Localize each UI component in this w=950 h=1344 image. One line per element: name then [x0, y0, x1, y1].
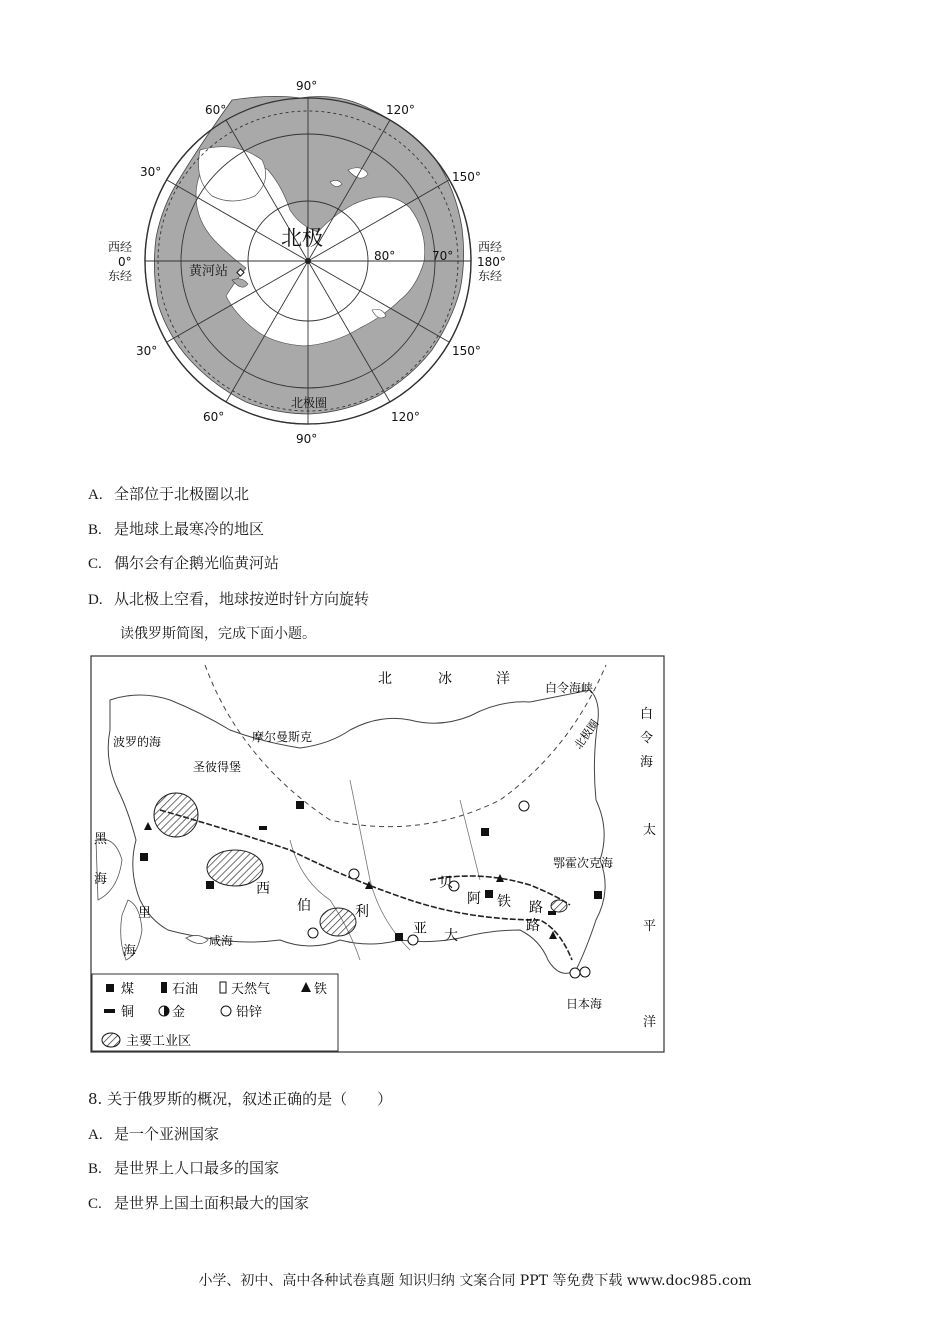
- pacific-char-3: 洋: [643, 1015, 657, 1030]
- option-text: 全部位于北极圈以北: [114, 485, 250, 503]
- legend-gold: 金: [172, 1005, 186, 1020]
- siberia-char-4: 亚: [413, 921, 427, 937]
- station-label: 黄河站: [189, 264, 229, 279]
- east-longitude-right: 东经: [478, 269, 503, 283]
- legend-gas: 天然气: [231, 982, 271, 997]
- option-text: 是世界上人口最多的国家: [114, 1159, 280, 1177]
- siberia-char-3: 利: [355, 904, 369, 920]
- railway-char-4: 路: [529, 900, 543, 916]
- lon-150-top: 150°: [452, 170, 481, 184]
- option-letter: C.: [88, 556, 102, 572]
- legend-lead-zinc: 铅锌: [236, 1005, 263, 1020]
- okhotsk-label: 鄂霍次克海: [553, 856, 614, 870]
- q7-option-c[interactable]: [88, 553, 279, 574]
- pacific-char-1: 太: [643, 823, 657, 838]
- aral-sea-label: 咸海: [209, 934, 234, 948]
- q7-option-a[interactable]: [88, 484, 249, 505]
- q8-stem: 8. 关于俄罗斯的概况，叙述正确的是（ ）: [88, 1090, 393, 1108]
- bering-sea-char-2: 令: [640, 731, 654, 746]
- option-letter: D.: [88, 592, 103, 608]
- caspian-char-1: 里: [138, 906, 152, 921]
- map-legend: [92, 974, 338, 1051]
- lat-70-label: 70°: [432, 249, 454, 263]
- bering-sea-char-3: 海: [640, 755, 654, 770]
- lon-150-bottom: 150°: [452, 344, 481, 358]
- option-letter: C.: [88, 1196, 102, 1212]
- black-sea-char-1: 黑: [94, 832, 108, 847]
- lon-90-top: 90°: [296, 79, 318, 93]
- siberia-char-1: 西: [256, 881, 270, 897]
- lon-30-bottom: 30°: [136, 344, 158, 358]
- bering-strait-label: 白令海峡: [545, 681, 594, 695]
- q8-option-b[interactable]: [88, 1158, 279, 1179]
- west-longitude-right: 西经: [478, 240, 503, 254]
- russia-map: [90, 655, 666, 1053]
- siberia-char-2: 伯: [297, 898, 311, 914]
- legend-coal: 煤: [121, 982, 135, 997]
- bering-sea-char-1: 白: [640, 707, 654, 722]
- lon-90-bottom: 90°: [296, 432, 318, 446]
- west-longitude-left: 西经: [108, 240, 133, 254]
- legend-oil: 石油: [172, 982, 199, 997]
- option-letter: B.: [88, 522, 102, 538]
- lat-80-label: 80°: [374, 249, 396, 263]
- north-pole-label: 北极: [281, 226, 323, 250]
- east-longitude-left: 东经: [108, 269, 133, 283]
- q7-option-b[interactable]: [88, 519, 264, 540]
- lon-30-top: 30°: [140, 165, 162, 179]
- railway-char-3: 铁: [497, 894, 511, 910]
- legend-industrial: 主要工业区: [126, 1034, 192, 1049]
- q7-option-d[interactable]: [88, 589, 369, 610]
- lon-60-bottom: 60°: [203, 410, 225, 424]
- arctic-circle-label: 北极圈: [571, 717, 602, 752]
- zero-longitude: 0°: [118, 255, 132, 269]
- murmansk-label: 摩尔曼斯克: [252, 730, 313, 744]
- option-text: 是世界上国土面积最大的国家: [114, 1194, 310, 1212]
- option-letter: A.: [88, 1127, 103, 1143]
- lon-120-bottom: 120°: [391, 410, 420, 424]
- railway-char-1: 贝: [439, 875, 453, 891]
- option-letter: B.: [88, 1161, 102, 1177]
- q8-option-a[interactable]: [88, 1124, 219, 1145]
- option-text: 是一个亚洲国家: [114, 1125, 220, 1143]
- option-text: 偶尔会有企鹅光临黄河站: [114, 554, 280, 572]
- railway-extra-1: 大: [444, 928, 458, 944]
- railway-char-2: 阿: [467, 891, 481, 907]
- lon-60-top: 60°: [205, 103, 227, 117]
- caspian-char-2: 海: [123, 944, 137, 959]
- legend-copper: 铜: [121, 1005, 135, 1020]
- ocean-char-1: 北: [378, 671, 392, 687]
- lon-120-top: 120°: [386, 103, 415, 117]
- st-petersburg-label: 圣彼得堡: [193, 760, 242, 774]
- pacific-char-2: 平: [643, 919, 657, 934]
- legend-iron: 铁: [314, 982, 328, 997]
- arctic-polar-map: [100, 70, 520, 450]
- japan-sea-label: 日本海: [566, 997, 603, 1011]
- railway-extra-2: 路: [526, 918, 540, 934]
- option-text: 从北极上空看，地球按逆时针方向旋转: [114, 590, 370, 608]
- ocean-char-3: 洋: [496, 671, 510, 687]
- option-text: 是地球上最寒冷的地区: [114, 520, 265, 538]
- ocean-char-2: 冰: [438, 671, 452, 687]
- q8-option-c[interactable]: [88, 1193, 309, 1214]
- russia-map-intro: 读俄罗斯简图，完成下面小题。: [120, 626, 316, 642]
- baltic-sea-label: 波罗的海: [113, 735, 162, 749]
- option-letter: A.: [88, 487, 103, 503]
- page-footer: 小学、初中、高中各种试卷真题 知识归纳 文案合同 PPT 等免费下载 www.doc985.com: [198, 1273, 752, 1289]
- arctic-circle-label: 北极圈: [291, 396, 328, 410]
- black-sea-char-2: 海: [94, 872, 108, 887]
- lon-180: 180°: [477, 255, 506, 269]
